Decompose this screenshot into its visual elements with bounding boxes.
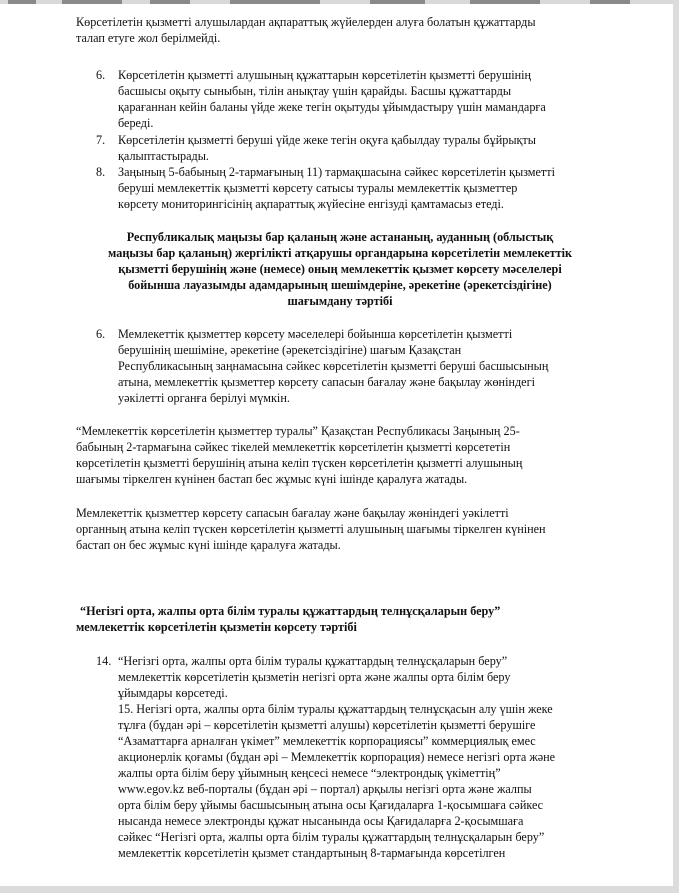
- list-item-number: 6.: [96, 68, 106, 82]
- list-item-line: сәйкес “Негізгі орта, жалпы орта білім туралы құжаттардың телнұсқаларын беру”: [118, 830, 545, 844]
- section-heading-line: шағымдану тәртібі: [287, 294, 393, 308]
- paragraph-line: Мемлекеттік қызметтер көрсету сапасын бағалау және бақылау жөніндегі уәкілетті: [76, 506, 509, 520]
- list-item-line: нысанда немесе электронды құжат нысанында осы Қағидаларға 2-қосымшаға: [118, 814, 524, 828]
- list-item-line: Көрсетілетін қызметті беруші үйде жеке тегін оқуға қабылдау туралы бұйрықты: [118, 133, 536, 147]
- list-item-line: қарағаннан кейін баланы үйде жеке тегін оқытуды ұйымдастыру үшін мамандарға: [118, 100, 546, 114]
- paragraph-line: көрсетілетін қызметті берушінің атына келіп түскен көрсетілетін қызметті алушының: [76, 456, 523, 470]
- document-page: [0, 4, 673, 886]
- list-item-line: “Негізгі орта, жалпы орта білім туралы құжаттардың телнұсқаларын беру”: [118, 654, 508, 668]
- list-item-line: Мемлекеттік қызметтер көрсету мәселелері бойынша көрсетілетін қызметті: [118, 327, 513, 341]
- list-item-line: басшысы оқыту сыныбын, тілін анықтау үшін қарайды. Басшы құжаттарды: [118, 84, 512, 98]
- list-item-line: атына, мемлекеттік қызметтер көрсету сапасын бағалау және бақылау жөніндегі: [118, 375, 535, 389]
- paragraph-line: бастап он бес жұмыс күні ішінде қаралуға жатады.: [76, 538, 341, 552]
- list-item-line: беруші мемлекеттік қызметті көрсету сатысы туралы мемлекеттік қызметтер: [118, 181, 518, 195]
- list-item-line: орта білім беру ұйымы басшысының атына осы Қағидаларға 1-қосымшаға сәйкес: [118, 798, 544, 812]
- list-item-line: жалпы орта білім беру ұйымның кеңсесі немесе “электрондық үкіметтің”: [118, 766, 501, 780]
- section-heading-line: қызметті берушінің және (немесе) оның мемлекеттік қызмет көрсету мәселелері: [118, 262, 562, 276]
- list-item-line: www.egov.kz веб-порталы (бұдан әрі – портал) арқылы негізгі орта және жалпы: [118, 782, 532, 796]
- list-item-number: 7.: [96, 133, 106, 147]
- list-item-line: Заңының 5-бабының 2-тармағының 11) тармақшасына сәйкес көрсетілетін қызметті: [118, 165, 555, 179]
- section-heading-line: маңызы бар қаланың) жергілікті атқарушы органдарына көрсетілетін мемлекеттік: [108, 246, 572, 260]
- paragraph-line: органның атына келіп түскен көрсетілетін қызметті алушының шағымы тіркелген күнінен: [76, 522, 546, 536]
- intro-line: талап етуге жол берілмейді.: [76, 31, 221, 45]
- list-item-line: уәкілетті органға берілуі мүмкін.: [118, 391, 290, 405]
- page-right-edge: [673, 0, 679, 893]
- list-item-number: 14.: [96, 654, 112, 668]
- list-item-line: 15. Негізгі орта, жалпы орта білім туралы құжаттардың телнұсқасын алу үшін жеке: [118, 702, 553, 716]
- intro-line: Көрсетілетін қызметті алушылардан ақпараттық жүйелерден алуға болатын құжаттарды: [76, 15, 536, 29]
- section-heading-line: мемлекеттік көрсетілетін қызметін көрсету тәртібі: [76, 620, 357, 634]
- section-heading-line: бойынша лауазымды адамдарының шешімдеріне, әрекетіне (әрекетсіздігіне): [128, 278, 552, 292]
- list-item-line: мемлекеттік көрсетілетін қызметін негізгі орта және жалпы орта білім беру: [118, 670, 511, 684]
- list-item-number: 8.: [96, 165, 106, 179]
- list-item-line: ұйымдары көрсетеді.: [118, 686, 228, 700]
- list-item-line: Республикасының заңнамасына сәйкес көрсетілетін қызметті беруші басшысының: [118, 359, 549, 373]
- list-item-line: берушінің шешіміне, әрекетіне (әрекетсіздігіне) шағым Қазақстан: [118, 343, 462, 357]
- list-item-line: мемлекеттік көрсетілетін қызмет стандартының 8-тармағында көрсетілген: [118, 846, 506, 860]
- list-item-line: Көрсетілетін қызметті алушының құжаттарын көрсетілетін қызметті берушінің: [118, 68, 532, 82]
- list-item-line: көрсету мониторингісінің ақпараттық жүйесіне енгізуді қамтамасыз етеді.: [118, 197, 504, 211]
- paragraph-line: “Мемлекеттік көрсетілетін қызметтер туралы” Қазақстан Республикасы Заңының 25-: [76, 424, 520, 438]
- list-item-line: қалыптастырады.: [118, 149, 209, 163]
- list-item-line: береді.: [118, 116, 154, 130]
- paragraph-line: бабының 2-тармағына сәйкес тікелей мемлекеттік көрсетілетін қызметті көрсететін: [76, 440, 511, 454]
- section-heading-line: Республикалық маңызы бар қаланың және астананың, ауданның (облыстық: [126, 230, 554, 244]
- paragraph-line: шағымы тіркелген күнінен бастап бес жұмыс күні ішінде қаралуға жатады.: [76, 472, 468, 486]
- list-item-number: 6.: [96, 327, 106, 341]
- section-heading-line: “Негізгі орта, жалпы орта білім туралы құжаттардың телнұсқаларын беру”: [80, 604, 501, 618]
- list-item-line: тұлға (бұдан әрі – көрсетілетін қызметті алушы) көрсетілетін қызметті берушіге: [118, 718, 536, 732]
- list-item-line: “Азаматтарға арналған үкімет” мемлекеттік корпорациясы” коммерциялық емес: [118, 734, 536, 748]
- page-bottom-edge: [0, 886, 679, 893]
- list-item-line: акционерлік қоғамы (бұдан әрі – Мемлекеттік корпорация) немесе негізгі орта және: [118, 750, 556, 764]
